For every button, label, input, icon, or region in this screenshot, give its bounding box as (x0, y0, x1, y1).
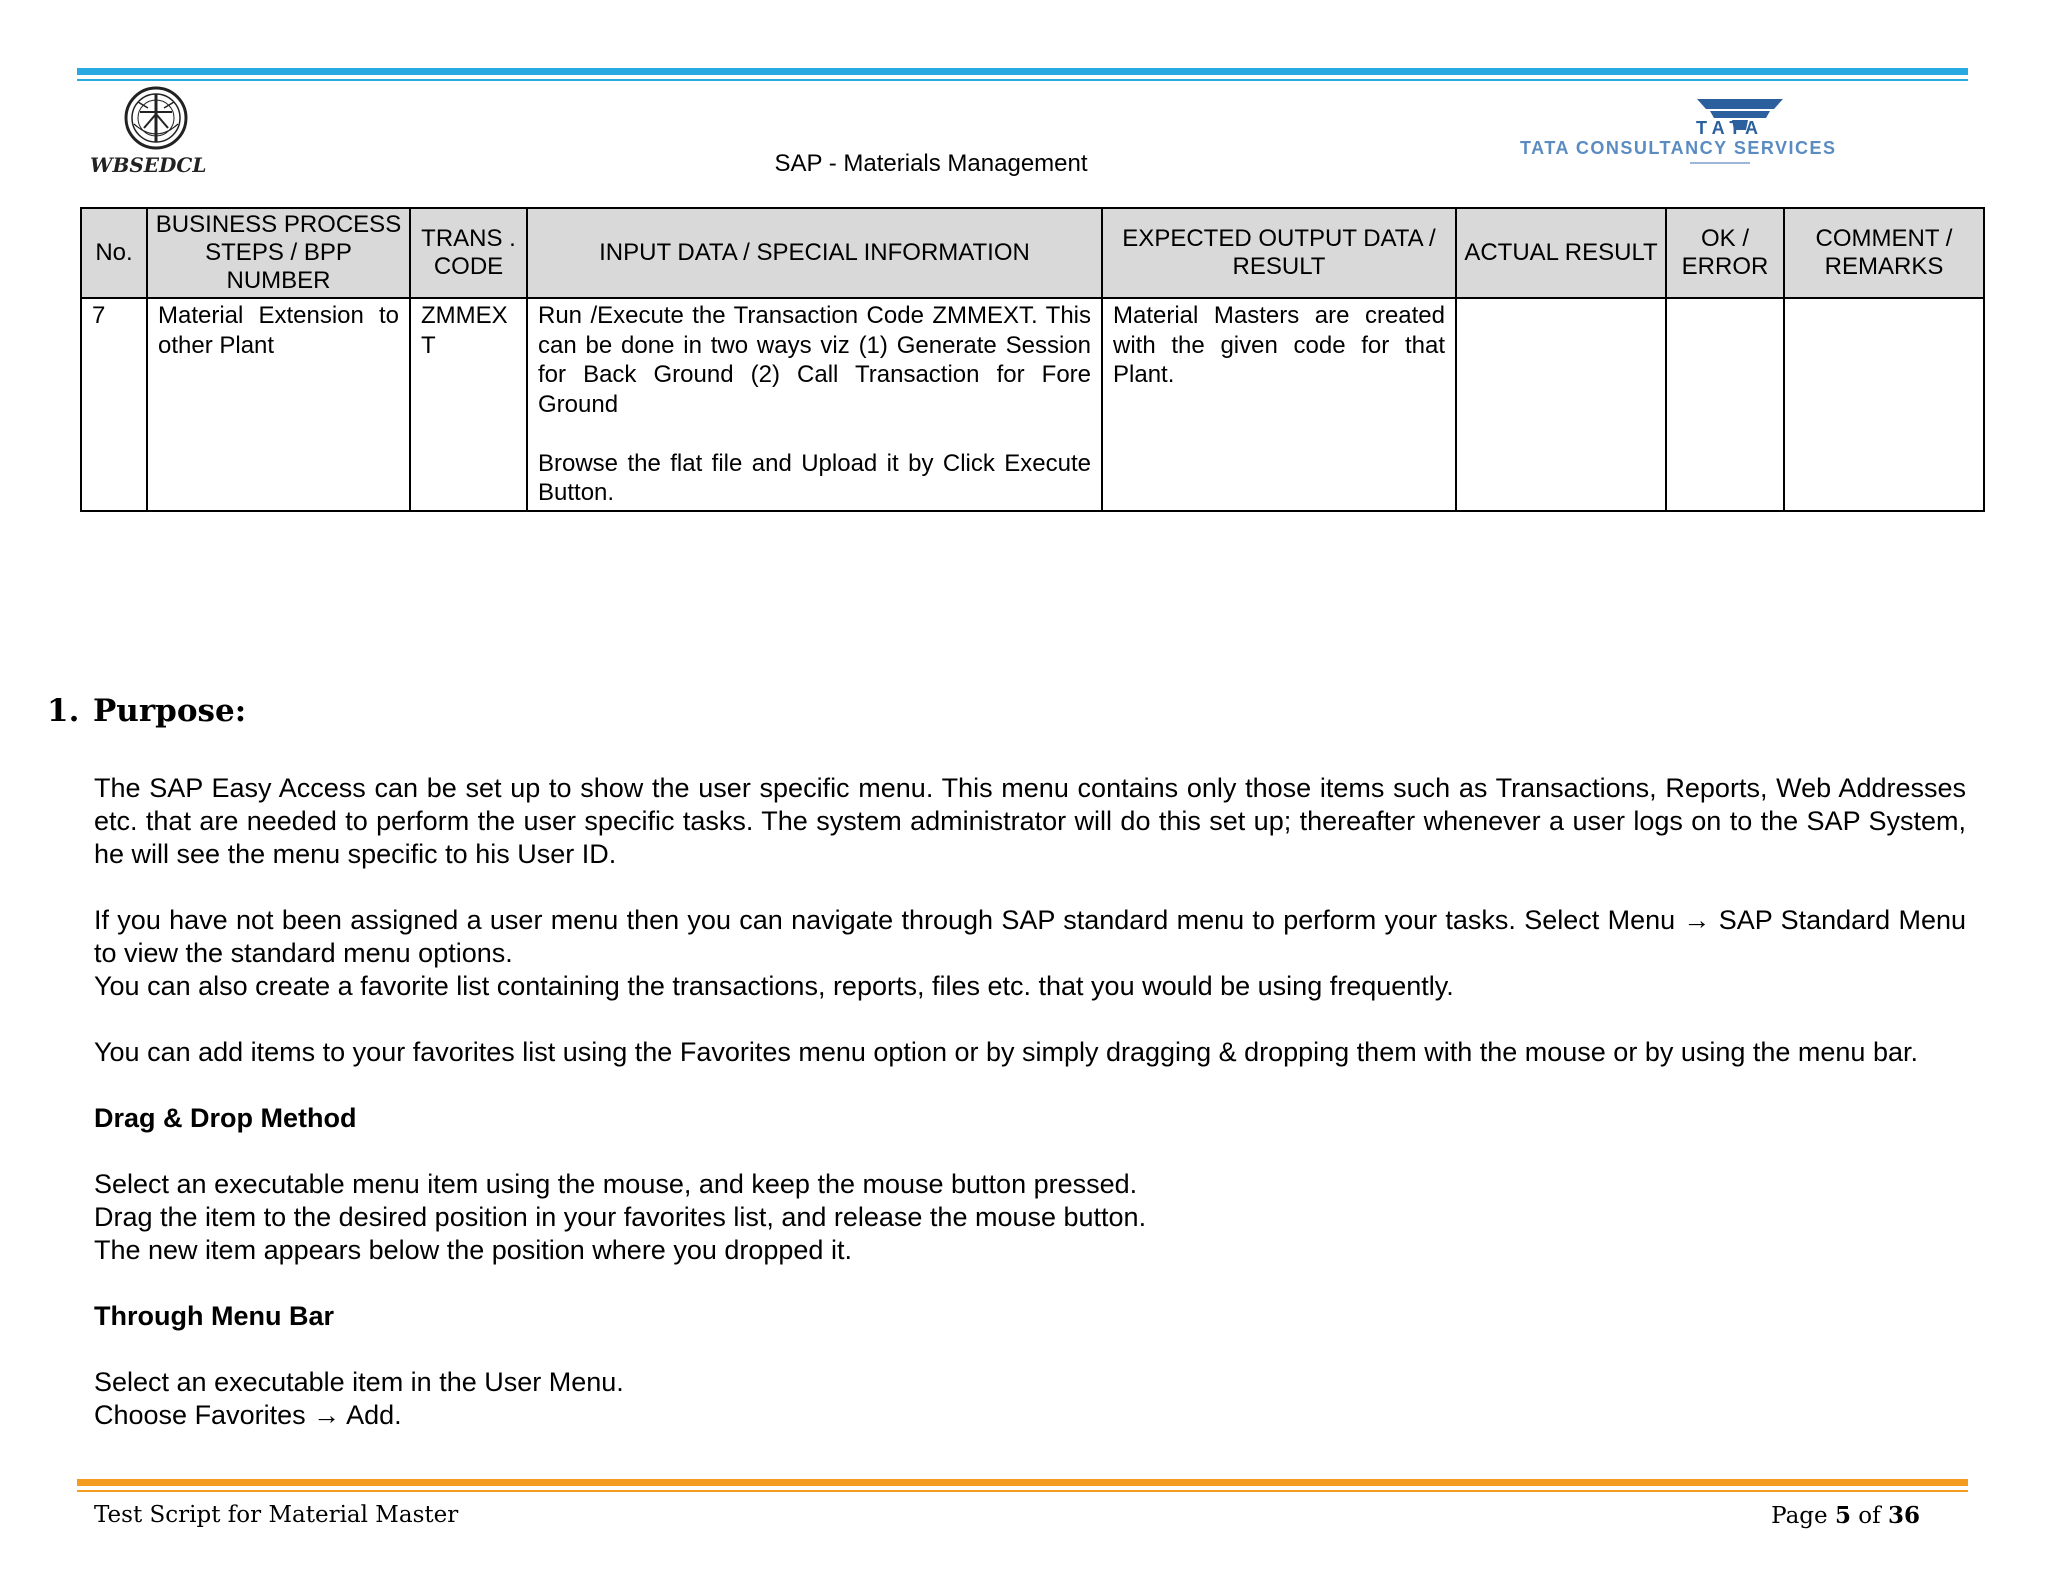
drag-step-1: Select an executable menu item using the mouse, and keep the mouse button pressed. (94, 1169, 1138, 1199)
col-header-input-data: INPUT DATA / SPECIAL INFORMATION (527, 208, 1102, 298)
cell-no: 7 (81, 298, 147, 511)
input-paragraph-2: Browse the flat file and Upload it by Click Execute Button. (538, 449, 1091, 506)
cell-expected-output: Material Masters are created with the given code for that Plant. (1102, 298, 1456, 511)
footer-rule-thick (77, 1479, 1968, 1486)
section-heading (47, 693, 246, 729)
paragraph-standard-menu: If you have not been assigned a user menu then you can navigate through SAP standard menu to perform your tasks. Select Menu → SAP Standard Menu to view the standard menu options. (94, 905, 1966, 968)
menu-step-2: Choose Favorites → Add. (94, 1400, 402, 1430)
wbsedcl-wordmark: WBSEDCL (90, 153, 207, 176)
header-title: SAP - Materials Management (774, 150, 1088, 177)
section-number: 1. (47, 693, 80, 729)
cell-step: Material Extension to other Plant (147, 298, 410, 511)
col-header-business-process: BUSINESS PROCESS STEPS / BPP NUMBER (147, 208, 410, 298)
paragraph-favorite-list: You can also create a favorite list containing the transactions, reports, files etc. that you would be using frequently. (94, 971, 1454, 1001)
cell-trans-code: ZMMEXT (410, 298, 527, 511)
cell-actual-result (1456, 298, 1666, 511)
footer-page-number (1771, 1502, 1920, 1529)
current-page: 5 (1834, 1502, 1851, 1529)
col-header-ok-error: OK / ERROR (1666, 208, 1784, 298)
drag-step-3: The new item appears below the position where you dropped it. (94, 1235, 852, 1265)
of-label: of (1858, 1503, 1881, 1529)
drag-drop-heading: Drag & Drop Method (94, 1103, 357, 1133)
header-rule-thin (77, 79, 1968, 81)
total-pages: 36 (1887, 1502, 1920, 1529)
section-title: Purpose: (93, 693, 247, 729)
cell-input-data (527, 298, 1102, 511)
table-row (81, 298, 1984, 511)
footer-rule-thin (77, 1490, 1968, 1492)
cell-ok-error (1666, 298, 1784, 511)
paragraph-add-favorites: You can add items to your favorites list using the Favorites menu option or by simply dragging & dropping them with the mouse or by using the menu bar. (94, 1037, 1918, 1067)
col-header-no: No. (81, 208, 147, 298)
col-header-trans-code: TRANS . CODE (410, 208, 527, 298)
cell-comment (1784, 298, 1984, 511)
col-header-expected-output: EXPECTED OUTPUT DATA / RESULT (1102, 208, 1456, 298)
input-paragraph-1: Run /Execute the Transaction Code ZMMEXT. This can be done in two ways viz (1) Generate Session for Back Ground (2) Call Transaction for Fore Ground (538, 302, 1091, 418)
footer-document-title: Test Script for Material Master (94, 1502, 459, 1528)
tata-brand: TATA (1696, 118, 1764, 138)
table-header-row (81, 208, 1984, 298)
drag-step-2: Drag the item to the desired position in your favorites list, and release the mouse button. (94, 1202, 1147, 1232)
tcs-wordmark: TATA CONSULTANCY SERVICES (1520, 138, 1837, 158)
section-body (94, 772, 1966, 1432)
test-script-table (80, 207, 1985, 512)
paragraph-easy-access: The SAP Easy Access can be set up to show the user specific menu. This menu contains only those items such as Transactions, Reports, Web Addresses etc. that are needed to perform the user specific tasks. The system administrator will do this set up; thereafter whenever a user logs on to the SAP System, he will see the menu specific to his User ID. (94, 773, 1966, 869)
page-label: Page (1771, 1503, 1828, 1529)
menu-step-1: Select an executable item in the User Menu. (94, 1367, 624, 1397)
menu-bar-heading: Through Menu Bar (94, 1301, 334, 1331)
header-rule-thick (77, 68, 1968, 75)
tata-logo (1520, 96, 1970, 168)
col-header-comment: COMMENT / REMARKS (1784, 208, 1984, 298)
col-header-actual-result: ACTUAL RESULT (1456, 208, 1666, 298)
